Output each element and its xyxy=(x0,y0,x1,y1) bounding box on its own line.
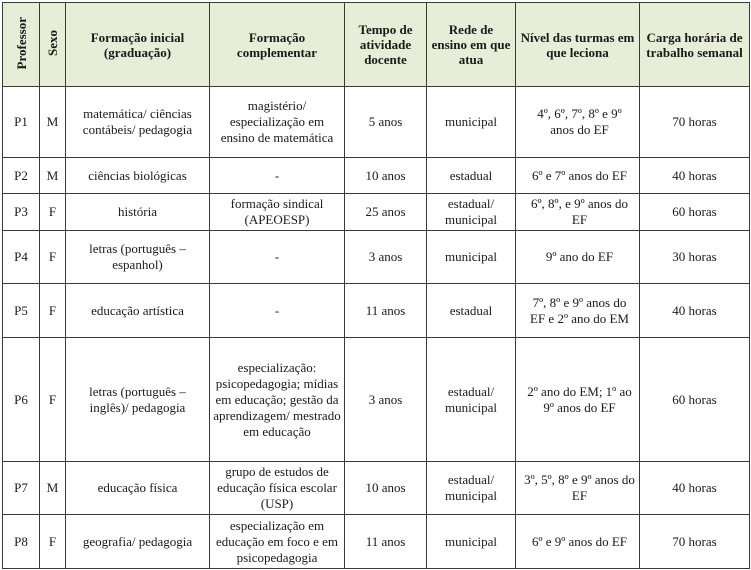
table-row xyxy=(3,231,750,284)
header-rede: Rede de ensino em que atua xyxy=(427,3,516,87)
cell-tempo: 10 anos xyxy=(345,462,427,515)
cell-tempo: 11 anos xyxy=(345,284,427,338)
cell-rede: estadual xyxy=(427,158,516,194)
cell-tempo: 11 anos xyxy=(345,515,427,569)
cell-formacao-inicial: letras (português – inglês)/ pedagogia xyxy=(66,338,210,462)
table-row xyxy=(3,194,750,231)
cell-formacao-complementar: - xyxy=(210,284,345,338)
cell-rede: estadual/ municipal xyxy=(427,194,516,231)
cell-formacao-inicial: educação física xyxy=(66,462,210,515)
cell-carga: 70 horas xyxy=(640,515,750,569)
cell-formacao-inicial: educação artística xyxy=(66,284,210,338)
cell-nivel: 6º e 7º anos do EF xyxy=(516,158,640,194)
cell-formacao-inicial: ciências biológicas xyxy=(66,158,210,194)
cell-professor: P6 xyxy=(3,338,40,462)
table-row xyxy=(3,462,750,515)
cell-formacao-complementar: especialização: psicopedagogia; mídias em educação; gestão da aprendizagem/ mestrado em educação xyxy=(210,338,345,462)
cell-formacao-inicial: letras (português – espanhol) xyxy=(66,231,210,284)
cell-rede: estadual/ municipal xyxy=(427,462,516,515)
cell-formacao-inicial: matemática/ ciências contábeis/ pedagogia xyxy=(66,87,210,158)
cell-nivel: 3º, 5º, 8º e 9º anos do EF xyxy=(516,462,640,515)
cell-professor: P3 xyxy=(3,194,40,231)
cell-sexo: F xyxy=(40,194,66,231)
cell-professor: P7 xyxy=(3,462,40,515)
cell-nivel: 6º e 9º anos do EF xyxy=(516,515,640,569)
cell-carga: 40 horas xyxy=(640,158,750,194)
cell-nivel: 9º ano do EF xyxy=(516,231,640,284)
table-row xyxy=(3,87,750,158)
cell-nivel: 6º, 8º, e 9º anos do EF xyxy=(516,194,640,231)
cell-formacao-inicial: história xyxy=(66,194,210,231)
cell-formacao-complementar: magistério/ especialização em ensino de matemática xyxy=(210,87,345,158)
table-row xyxy=(3,158,750,194)
header-professor: Professor xyxy=(3,3,40,87)
header-formacao-complementar: Formação complementar xyxy=(210,3,345,87)
cell-sexo: M xyxy=(40,462,66,515)
cell-nivel: 4º, 6º, 7º, 8º e 9º anos do EF xyxy=(516,87,640,158)
cell-carga: 70 horas xyxy=(640,87,750,158)
cell-sexo: M xyxy=(40,87,66,158)
cell-formacao-inicial: geografia/ pedagogia xyxy=(66,515,210,569)
teachers-table xyxy=(2,2,750,569)
cell-carga: 40 horas xyxy=(640,284,750,338)
cell-formacao-complementar: - xyxy=(210,158,345,194)
header-carga: Carga horária de trabalho semanal xyxy=(640,3,750,87)
cell-formacao-complementar: especialização em educação em foco e em psicopedagogia xyxy=(210,515,345,569)
header-nivel: Nível das turmas em que leciona xyxy=(516,3,640,87)
cell-carga: 40 horas xyxy=(640,462,750,515)
cell-carga: 60 horas xyxy=(640,338,750,462)
header-tempo: Tempo de atividade docente xyxy=(345,3,427,87)
cell-rede: municipal xyxy=(427,231,516,284)
cell-tempo: 5 anos xyxy=(345,87,427,158)
cell-tempo: 10 anos xyxy=(345,158,427,194)
table-row xyxy=(3,284,750,338)
header-row xyxy=(3,3,750,87)
cell-formacao-complementar: grupo de estudos de educação física escolar (USP) xyxy=(210,462,345,515)
cell-sexo: F xyxy=(40,231,66,284)
cell-tempo: 25 anos xyxy=(345,194,427,231)
cell-professor: P1 xyxy=(3,87,40,158)
cell-formacao-complementar: formação sindical (APEOESP) xyxy=(210,194,345,231)
cell-professor: P8 xyxy=(3,515,40,569)
cell-professor: P4 xyxy=(3,231,40,284)
cell-rede: municipal xyxy=(427,515,516,569)
cell-professor: P5 xyxy=(3,284,40,338)
cell-rede: estadual/ municipal xyxy=(427,338,516,462)
cell-carga: 60 horas xyxy=(640,194,750,231)
cell-rede: municipal xyxy=(427,87,516,158)
cell-professor: P2 xyxy=(3,158,40,194)
table-container xyxy=(2,2,749,568)
cell-sexo: F xyxy=(40,515,66,569)
cell-sexo: F xyxy=(40,338,66,462)
cell-nivel: 2º ano do EM; 1º ao 9º anos do EF xyxy=(516,338,640,462)
table-row xyxy=(3,515,750,569)
header-sexo: Sexo xyxy=(40,3,66,87)
cell-tempo: 3 anos xyxy=(345,231,427,284)
cell-formacao-complementar: - xyxy=(210,231,345,284)
header-formacao-inicial: Formação inicial (graduação) xyxy=(66,3,210,87)
cell-sexo: M xyxy=(40,158,66,194)
cell-sexo: F xyxy=(40,284,66,338)
table-row xyxy=(3,338,750,462)
cell-tempo: 3 anos xyxy=(345,338,427,462)
cell-nivel: 7º, 8º e 9º anos do EF e 2º ano do EM xyxy=(516,284,640,338)
cell-carga: 30 horas xyxy=(640,231,750,284)
cell-rede: estadual xyxy=(427,284,516,338)
